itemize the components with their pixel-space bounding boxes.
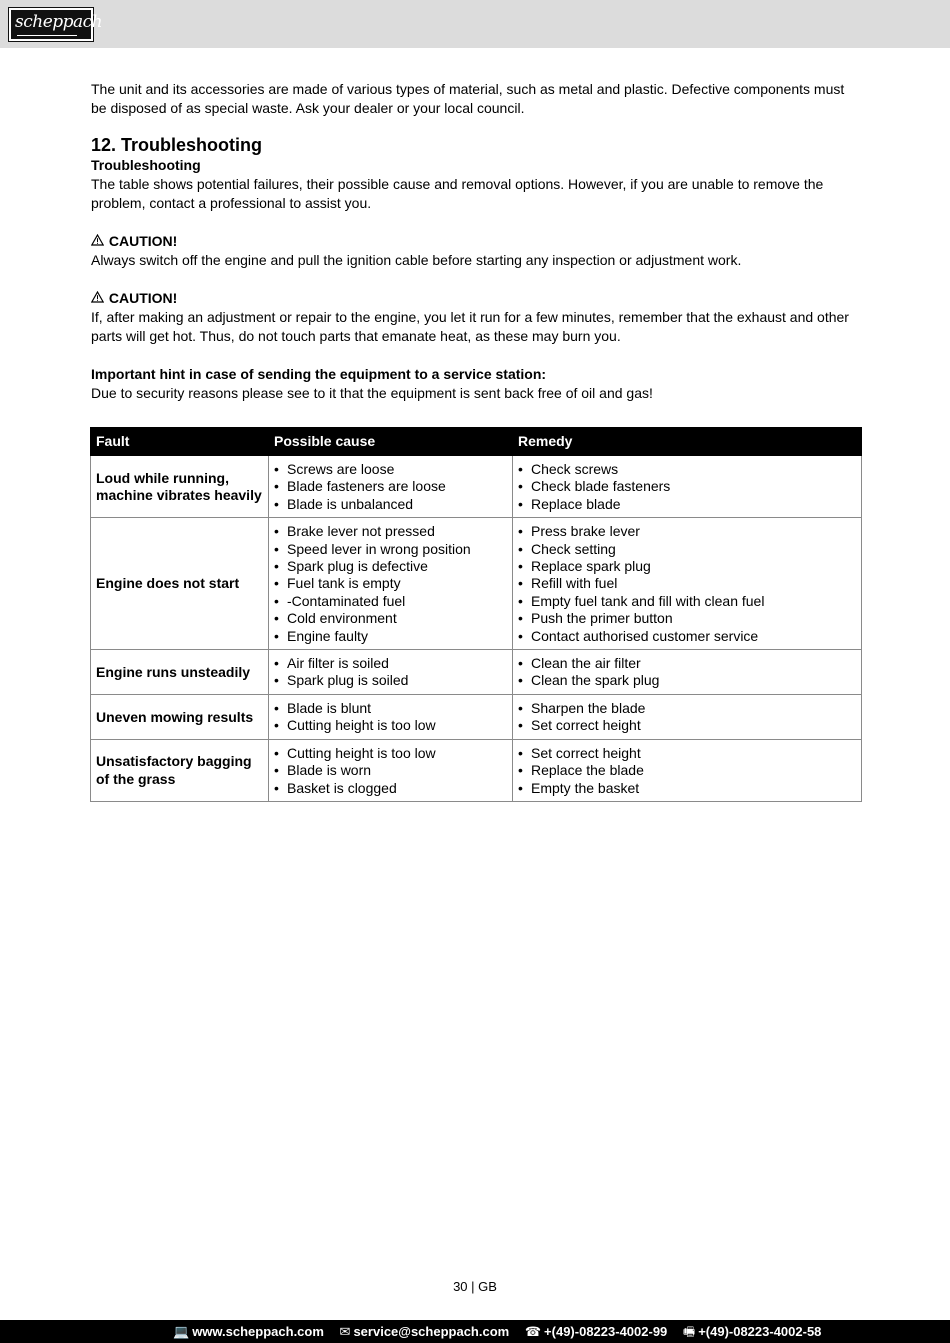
hint-text: Due to security reasons please see to it that the equipment is sent back free of oil and gas! [91,385,653,401]
caution-2-text: If, after making an adjustment or repair to the engine, you let it run for a few minutes, remember that the exhaust and other parts will get hot. Thus, do not touch parts that emanate heat, as these may burn you. [91,309,849,344]
warning-triangle-icon [91,232,105,251]
remedy-item: • Push the primer button [518,610,856,627]
footer-fax-text: +(49)-08223-4002-58 [698,1324,822,1339]
cause-item: • Blade is worn [274,762,507,779]
table-header-row [91,428,862,456]
cause-item: • Fuel tank is empty [274,575,507,592]
cause-item: • Spark plug is soiled [274,672,507,689]
logo-text: scheppach [15,12,103,32]
column-header-remedy: Remedy [513,428,862,456]
remedy-item: • Clean the air filter [518,655,856,672]
mail-icon: ✉ [339,1324,351,1339]
footer-phone-text: +(49)-08223-4002-99 [544,1324,668,1339]
table-row [91,739,862,801]
remedy-item: • Empty the basket [518,780,856,797]
footer-contact [173,1320,833,1343]
column-header-cause: Possible cause [269,428,513,456]
remedy-item: • Refill with fuel [518,575,856,592]
remedy-item: • Check setting [518,541,856,558]
remedy-item: • Empty fuel tank and fill with clean fuel [518,593,856,610]
page-number: 30 | GB [453,1279,497,1294]
remedy-item: • Replace blade [518,496,856,513]
cause-item: • -Contaminated fuel [274,593,507,610]
footer-bar [0,1320,950,1343]
cause-cell [269,694,513,739]
main-content [91,80,861,403]
cause-cell [269,650,513,695]
section-subheading: Troubleshooting [91,157,201,173]
logo-underline [17,35,77,36]
cause-item: • Cold environment [274,610,507,627]
fault-cell: Loud while running, machine vibrates heavily [91,456,269,518]
remedy-item: • Sharpen the blade [518,700,856,717]
cause-cell [269,739,513,801]
table-row [91,456,862,518]
remedy-item: • Contact authorised customer service [518,628,856,645]
footer-website-text: www.scheppach.com [192,1324,324,1339]
remedy-item: • Replace spark plug [518,558,856,575]
section-title: 12. Troubleshooting [91,135,263,155]
cause-item: • Cutting height is too low [274,745,507,762]
remedy-cell [513,739,862,801]
footer-website[interactable] [173,1324,324,1339]
caution-2-label: CAUTION! [108,290,178,306]
caution-1-text: Always switch off the engine and pull the ignition cable before starting any inspection or adjustment work. [91,252,742,268]
column-header-fault: Fault [91,428,269,456]
cause-item: • Blade is blunt [274,700,507,717]
section-description: The table shows potential failures, their possible cause and removal options. However, if you are unable to remove the problem, contact a professional to assist you. [91,176,824,211]
cause-item: • Blade fasteners are loose [274,478,507,495]
caution-1-title [91,232,861,251]
remedy-cell [513,518,862,650]
remedy-item: • Clean the spark plug [518,672,856,689]
cause-item: • Air filter is soiled [274,655,507,672]
cause-item: • Spark plug is defective [274,558,507,575]
fault-cell: Uneven mowing results [91,694,269,739]
remedy-item: • Set correct height [518,745,856,762]
warning-triangle-icon [91,289,105,308]
scheppach-logo [9,8,103,41]
table-row [91,518,862,650]
remedy-cell [513,456,862,518]
hint-title: Important hint in case of sending the equipment to a service station: [91,366,547,382]
table-row [91,650,862,695]
cause-item: • Blade is unbalanced [274,496,507,513]
cause-cell [269,456,513,518]
troubleshooting-table [90,427,862,802]
fault-cell: Engine runs unsteadily [91,650,269,695]
caution-2-title [91,289,861,308]
fault-cell: Engine does not start [91,518,269,650]
cause-item: • Brake lever not pressed [274,523,507,540]
table-row [91,694,862,739]
troubleshooting-table-wrapper [90,427,861,802]
footer-email-text: service@scheppach.com [353,1324,510,1339]
fax-icon: 🖷 [682,1324,696,1339]
footer-email[interactable] [340,1324,510,1339]
fault-cell: Unsatisfactory bagging of the grass [91,739,269,801]
cause-item: • Speed lever in wrong position [274,541,507,558]
cause-item: • Cutting height is too low [274,717,507,734]
remedy-item: • Check screws [518,461,856,478]
cause-cell [269,518,513,650]
intro-paragraph: The unit and its accessories are made of various types of material, such as metal and plastic. Defective components must be disposed of as special waste. Ask your dealer or your local council. [91,81,845,116]
computer-icon: 💻 [173,1324,190,1339]
cause-item: • Basket is clogged [274,780,507,797]
footer-fax [683,1324,822,1339]
remedy-item: • Set correct height [518,717,856,734]
remedy-item: • Replace the blade [518,762,856,779]
cause-item: • Engine faulty [274,628,507,645]
cause-item: • Screws are loose [274,461,507,478]
caution-1-label: CAUTION! [108,233,178,249]
remedy-cell [513,694,862,739]
remedy-item: • Press brake lever [518,523,856,540]
phone-icon: ☎ [524,1324,542,1339]
header-bar [0,0,950,48]
remedy-cell [513,650,862,695]
remedy-item: • Check blade fasteners [518,478,856,495]
footer-phone [525,1324,667,1339]
